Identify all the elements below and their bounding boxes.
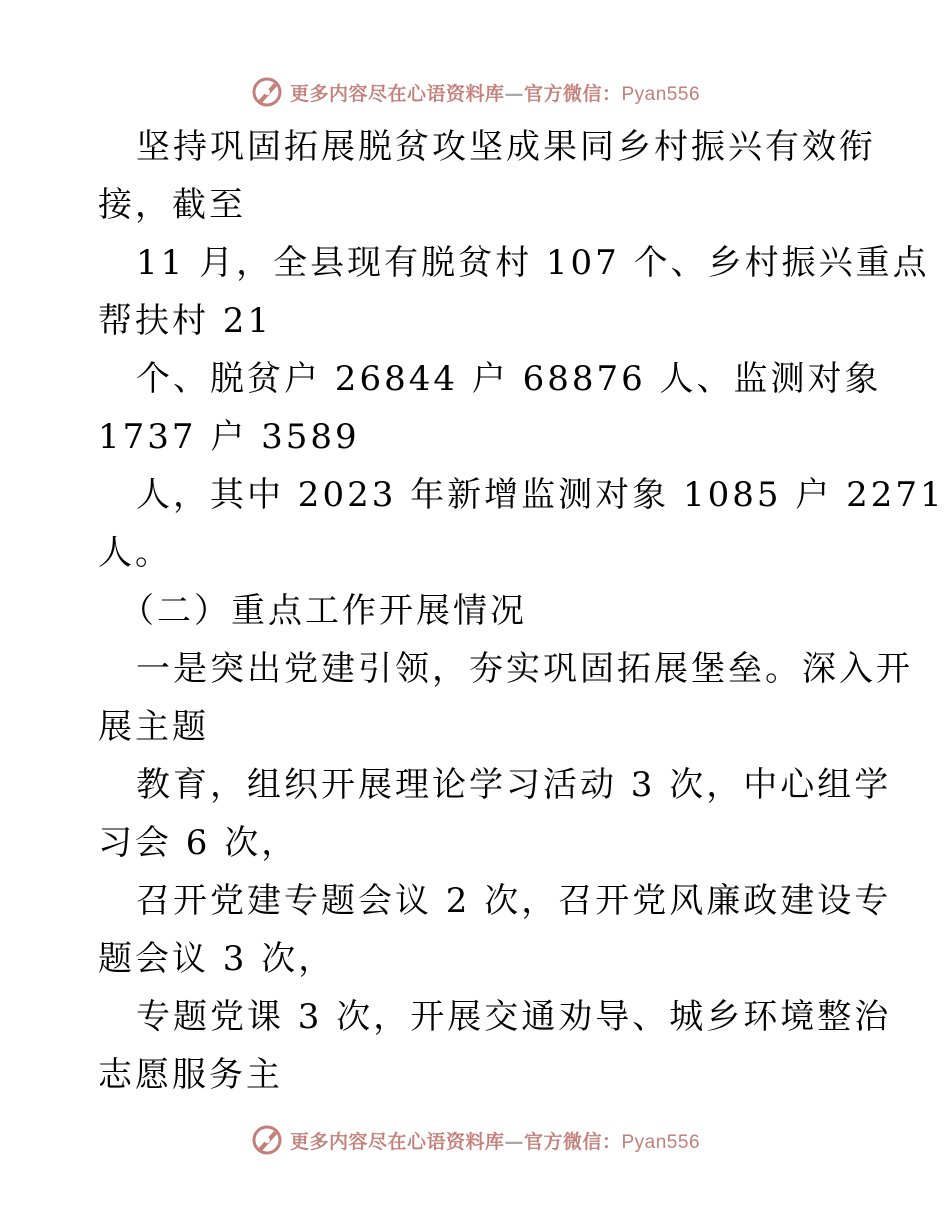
body-line: 坚持巩固拓展脱贫攻坚成果同乡村振兴有效衔 xyxy=(136,127,876,167)
body-line: 召开党建专题会议 2 次，召开党风廉政建设专 xyxy=(136,881,892,921)
pen-logo-icon xyxy=(250,1123,284,1157)
body-line: 志愿服务主 xyxy=(98,1055,283,1095)
body-line: 人。 xyxy=(98,533,172,573)
body-line: 接，截至 xyxy=(98,185,246,225)
section-heading: （二）重点工作开展情况 xyxy=(120,591,527,631)
body-line: 一是突出党建引领，夯实巩固拓展堡垒。深入开 xyxy=(136,649,913,689)
body-line: 展主题 xyxy=(98,707,209,747)
watermark-text: 更多内容尽在心语资料库—官方微信：Pyan556 xyxy=(289,1130,701,1153)
body-line: 习会 6 次， xyxy=(98,823,299,863)
pen-logo-icon xyxy=(250,75,284,109)
body-line: 专题党课 3 次，开展交通劝导、城乡环境整治 xyxy=(136,997,892,1037)
body-line: 人，其中 2023 年新增监测对象 1085 户 2271 xyxy=(136,475,945,515)
body-line: 1737 户 3589 xyxy=(98,417,360,457)
body-line: 教育，组织开展理论学习活动 3 次，中心组学 xyxy=(136,765,892,805)
header-watermark xyxy=(0,72,950,112)
document-body xyxy=(98,118,945,1104)
body-line: 帮扶村 21 xyxy=(98,301,273,341)
footer-watermark xyxy=(0,1120,950,1160)
body-line: 题会议 3 次， xyxy=(98,939,336,979)
watermark-text: 更多内容尽在心语资料库—官方微信：Pyan556 xyxy=(289,82,701,105)
body-line: 11 月，全县现有脱贫村 107 个、乡村振兴重点 xyxy=(136,243,930,283)
body-line: 个、脱贫户 26844 户 68876 人、监测对象 xyxy=(136,359,882,399)
